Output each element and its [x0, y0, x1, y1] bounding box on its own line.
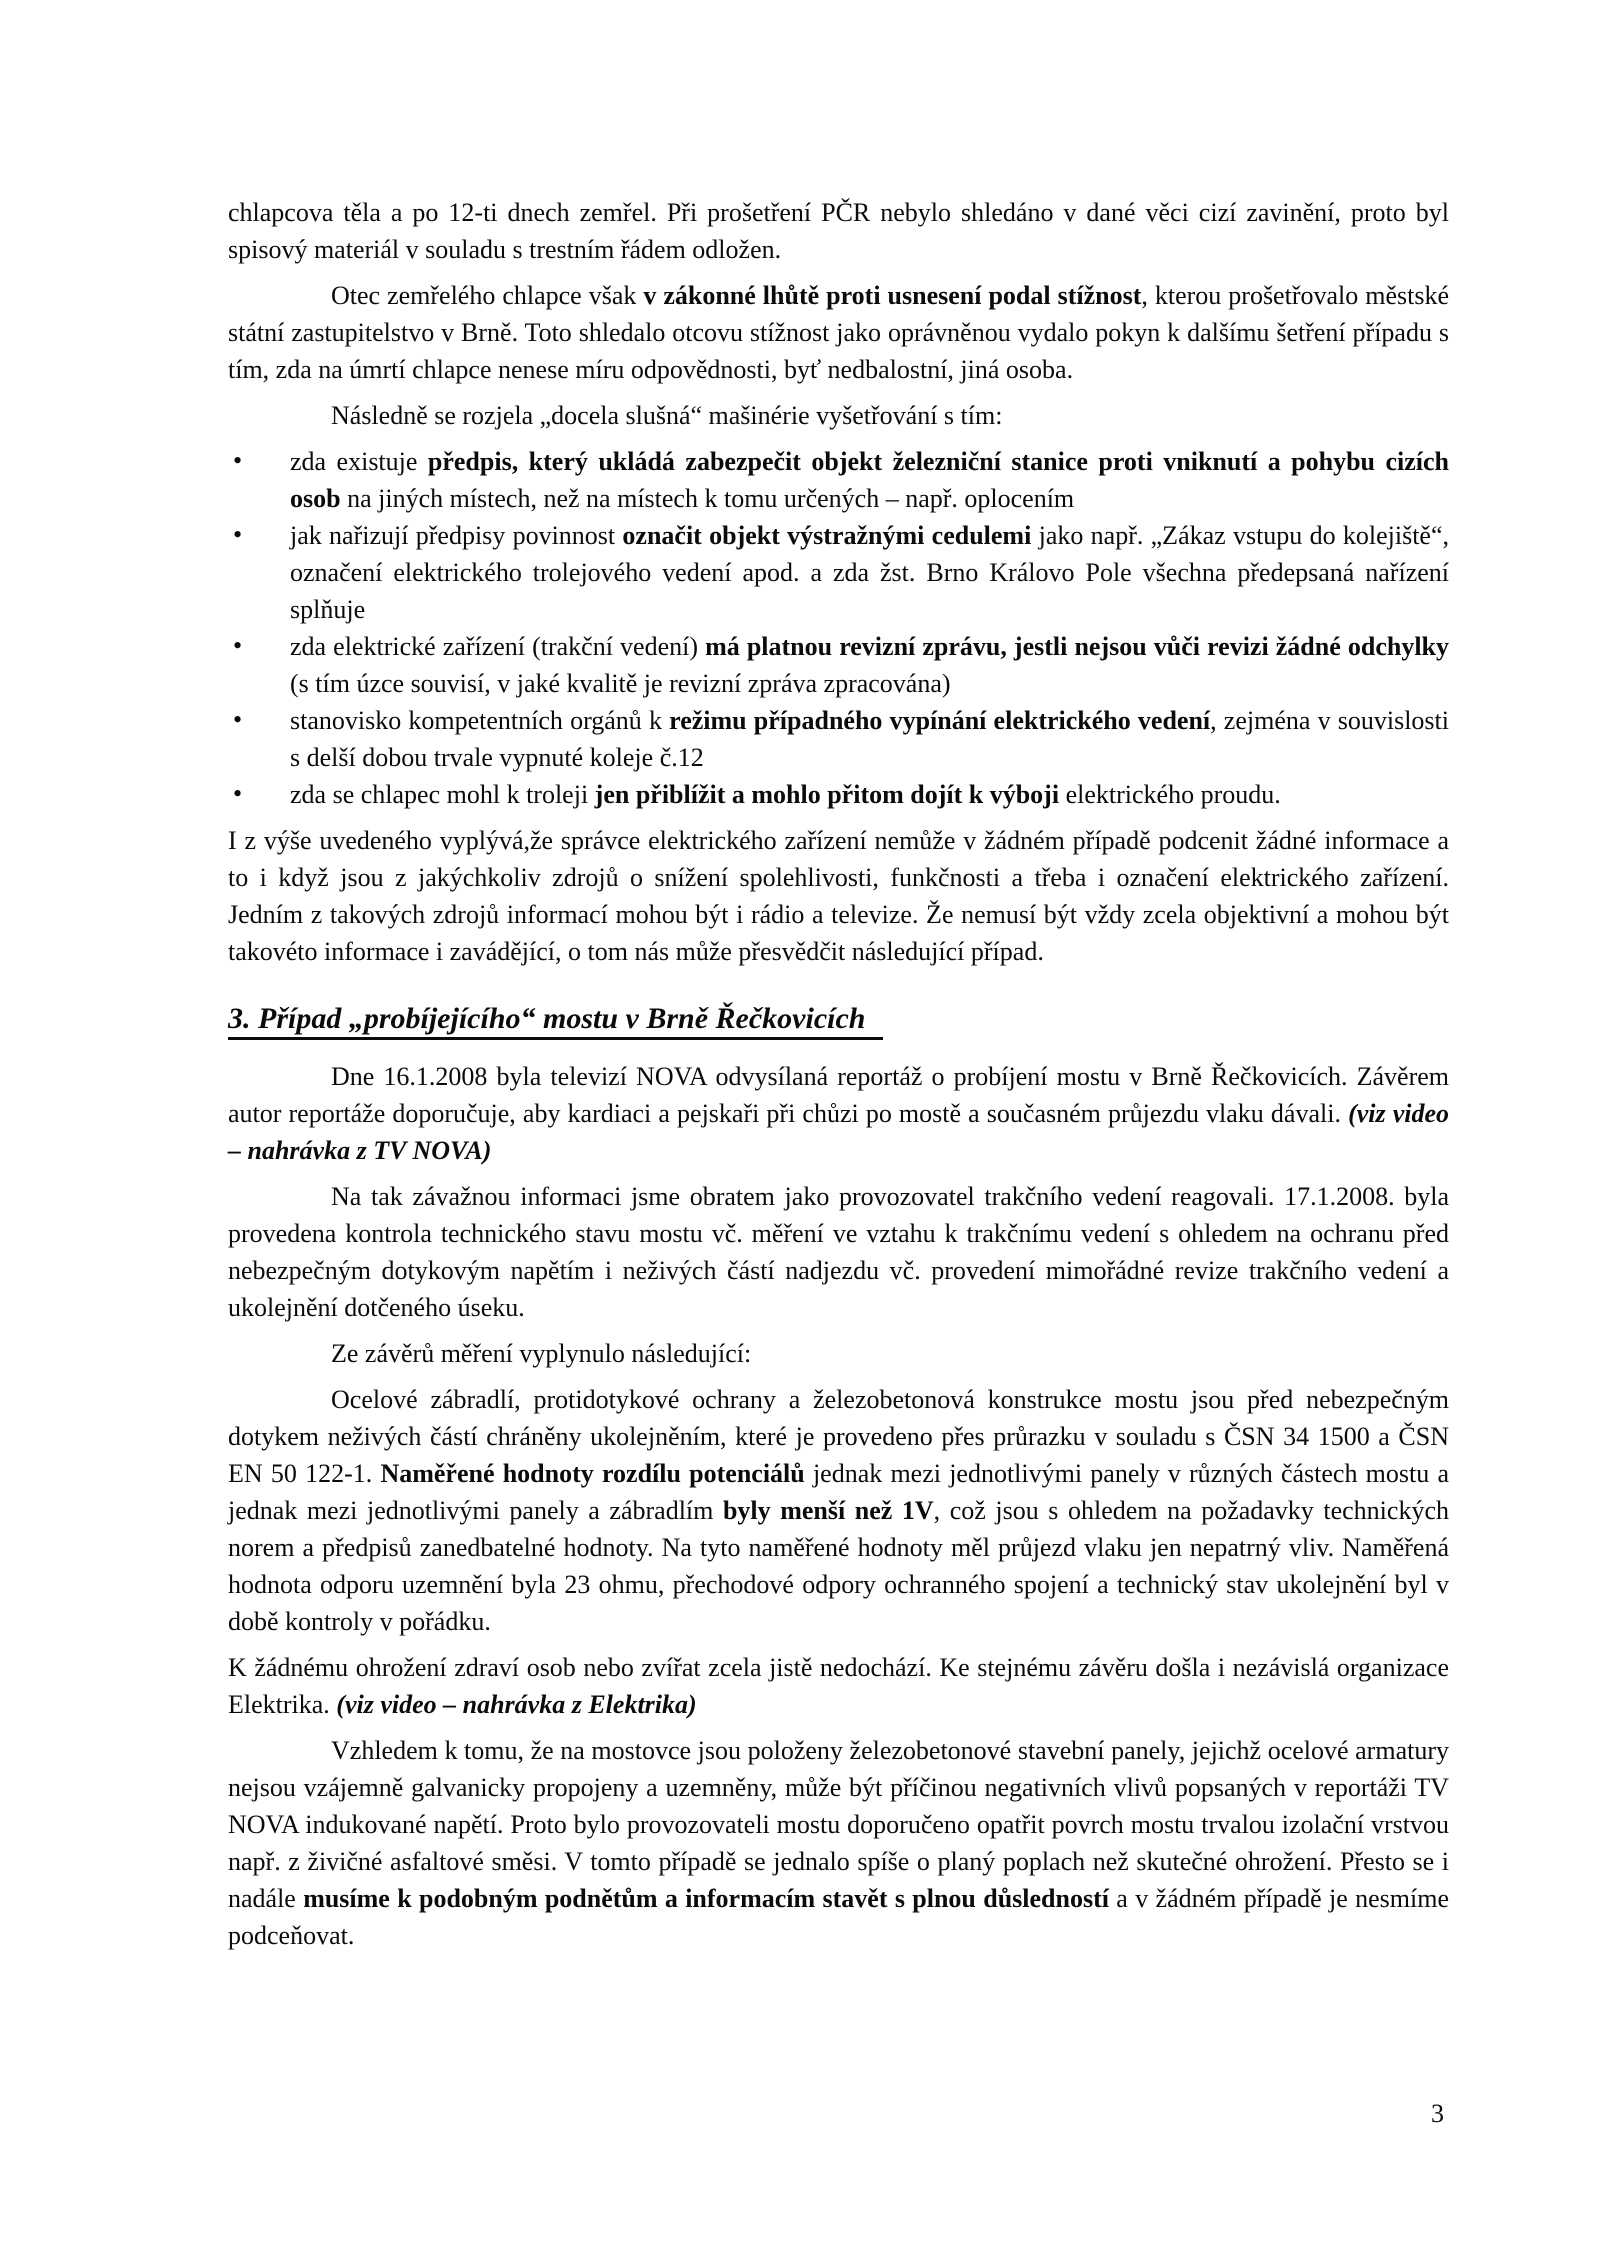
paragraph [228, 1381, 1449, 1640]
bullet-icon: • [233, 779, 243, 808]
text-segment: Naměřené hodnoty rozdílu potenciálů [380, 1459, 805, 1488]
paragraph [228, 1178, 1449, 1326]
paragraph [228, 277, 1449, 388]
text-segment: I z výše uvedeného vyplývá,že správce elektrického zařízení nemůže v žádném případě podcenit žádné informace a to i když jsou z jakýchkoliv zdrojů o snížení spolehlivosti, funkčnosti a třeba i označení elektrického zařízení. Jedním z takových zdrojů informací mohou být i rádio a televize. Že nemusí být vždy zcela objektivní a mohou být takovéto informace i zavádějící, o tom nás může přesvědčit následující případ. [228, 826, 1449, 966]
list-item [228, 702, 1449, 776]
text-segment: jak nařizují předpisy povinnost [290, 521, 623, 550]
text-segment: , kterou prošetřovalo městské státní zastupitelstvo v Brně. Toto shledalo otcovu stížnost jako oprávněnou vydalo pokyn k dalšímu šetření případu s tím, zda na úmrtí chlapce nenese míru odpovědnosti, byť nedbalostní, jiná osoba. [228, 281, 1449, 384]
text-segment: zda elektrické zařízení (trakční vedení) [290, 632, 706, 661]
text-segment: v zákonné lhůtě proti usnesení podal stížnost [643, 281, 1142, 310]
text-segment: předpis, který ukládá zabezpečit objekt železniční stanice proti vniknutí a pohybu cizích osob [290, 447, 1449, 513]
document-body [228, 194, 1449, 1963]
text-segment: Následně se rozjela „docela slušná“ mašinérie vyšetřování s tím: [331, 401, 1003, 430]
paragraph [228, 1649, 1449, 1723]
text-segment: režimu případného vypínání elektrického vedení [669, 706, 1211, 735]
list-item [228, 443, 1449, 517]
text-segment: zda se chlapec mohl k troleji [290, 780, 595, 809]
paragraph [228, 1335, 1449, 1372]
text-segment: (viz video – nahrávka z Elektrika) [336, 1690, 697, 1719]
text-segment: stanovisko kompetentních orgánů k [290, 706, 670, 735]
text-segment: jen přiblížit a mohlo přitom dojít k výboji [594, 780, 1060, 809]
text-segment: 3. Případ „probíjejícího“ mostu v Brně Řečkovicích [228, 1002, 866, 1035]
paragraph [228, 194, 1449, 268]
bullet-icon: • [233, 705, 243, 734]
text-segment: byly menší než 1V [722, 1496, 934, 1525]
paragraph [228, 1058, 1449, 1169]
page-number: 3 [1431, 2099, 1444, 2128]
text-segment: zda existuje [290, 447, 428, 476]
text-segment: označit objekt výstražnými cedulemi [622, 521, 1032, 550]
list-item [228, 517, 1449, 628]
paragraph [228, 1732, 1449, 1954]
text-segment: jako např. „Zákaz vstupu do kolejiště“, označení elektrického trolejového vedení apod. a zda žst. Brno Královo Pole všechna předepsaná nařízení splňuje [290, 521, 1450, 624]
text-segment: chlapcova těla a po 12-ti dnech zemřel. Při prošetření PČR nebylo shledáno v dané věci cizí zavinění, proto byl spisový materiál v souladu s trestním řádem odložen. [228, 198, 1449, 264]
bullet-icon: • [233, 631, 243, 660]
paragraph [228, 397, 1449, 434]
text-segment: Ze závěrů měření vyplynulo následující: [331, 1339, 752, 1368]
bullet-list [228, 443, 1449, 813]
bullet-icon: • [233, 520, 243, 549]
text-segment: Otec zemřelého chlapce však [331, 281, 644, 310]
list-item [228, 776, 1449, 813]
bullet-icon: • [233, 446, 243, 475]
text-segment: (s tím úzce souvisí, v jaké kvalitě je revizní zpráva zpracována) [290, 669, 951, 698]
text-segment: Ocelové zábradlí, protidotykové ochrany a železobetonová konstrukce mostu jsou před nebezpečným dotykem neživých částí chráněny ukolejněním, které je provedeno přes průrazku v souladu s ČSN 34 1500 a ČSN EN 50 122-1. [228, 1385, 1449, 1488]
text-segment: a v žádném případě je nesmíme podceňovat. [228, 1884, 1449, 1950]
text-segment: K žádnému ohrožení zdraví osob nebo zvířat zcela jistě nedochází. Ke stejnému závěru došla i nezávislá organizace Elektrika. [228, 1653, 1449, 1719]
text-segment: musíme k podobným podnětům a informacím stavět s plnou důsledností [303, 1884, 1109, 1913]
text-segment: Dne 16.1.2008 byla televizí NOVA odvysílaná reportáž o probíjení mostu v Brně Řečkovicích. Závěrem autor reportáže doporučuje, aby kardiaci a pejskaři při chůzi po mostě a současném průjezdu vlaku dávali. [228, 1062, 1449, 1128]
text-segment: na jiných místech, než na místech k tomu určených – např. oplocením [340, 484, 1075, 513]
text-segment: (viz video – nahrávka z TV NOVA) [228, 1099, 1450, 1165]
text-segment: , což jsou s ohledem na požadavky technických norem a předpisů zanedbatelné hodnoty. Na tyto naměřené hodnoty měl průjezd vlaku jen nepatrný vliv. Naměřená hodnota odporu uzemnění byla 23 ohmu, přechodové odpory ochranného spojení a technický stav ukolejnění byl v době kontroly v pořádku. [228, 1496, 1449, 1636]
section-heading-text [228, 1002, 883, 1040]
list-item [228, 628, 1449, 702]
text-segment: elektrického proudu. [1059, 780, 1281, 809]
text-segment: Na tak závažnou informaci jsme obratem jako provozovatel trakčního vedení reagovali. 17.1.2008. byla provedena kontrola technického stavu mostu vč. měření ve vztahu k trakčnímu vedení s ohledem na ochranu před nebezpečným dotykovým napětím i neživých částí nadjezdu vč. provedení mimořádné revize trakčního vedení a ukolejnění dotčeného úseku. [228, 1182, 1449, 1322]
paragraph [228, 822, 1449, 970]
text-segment: má platnou revizní zprávu, jestli nejsou vůči revizi žádné odchylky [705, 632, 1449, 661]
text-segment: jednak mezi jednotlivými panely v různých částech mostu a jednak mezi jednotlivými panely a zábradlím [228, 1459, 1449, 1525]
text-segment: Vzhledem k tomu, že na mostovce jsou položeny železobetonové stavební panely, jejichž ocelové armatury nejsou vzájemně galvanicky propojeny a uzemněny, může být příčinou negativních vlivů popsaných v reportáži TV NOVA indukované napětí. Proto bylo provozovateli mostu doporučeno opatřit povrch mostu trvalou izolační vrstvou např. z živičné asfaltové směsi. V tomto případě se jednalo spíše o planý poplach než skutečné ohrožení. Přesto se i nadále [228, 1736, 1449, 1913]
section-heading [228, 997, 1449, 1041]
text-segment: , zejména v souvislosti s delší dobou trvale vypnuté koleje č.12 [290, 706, 1449, 772]
